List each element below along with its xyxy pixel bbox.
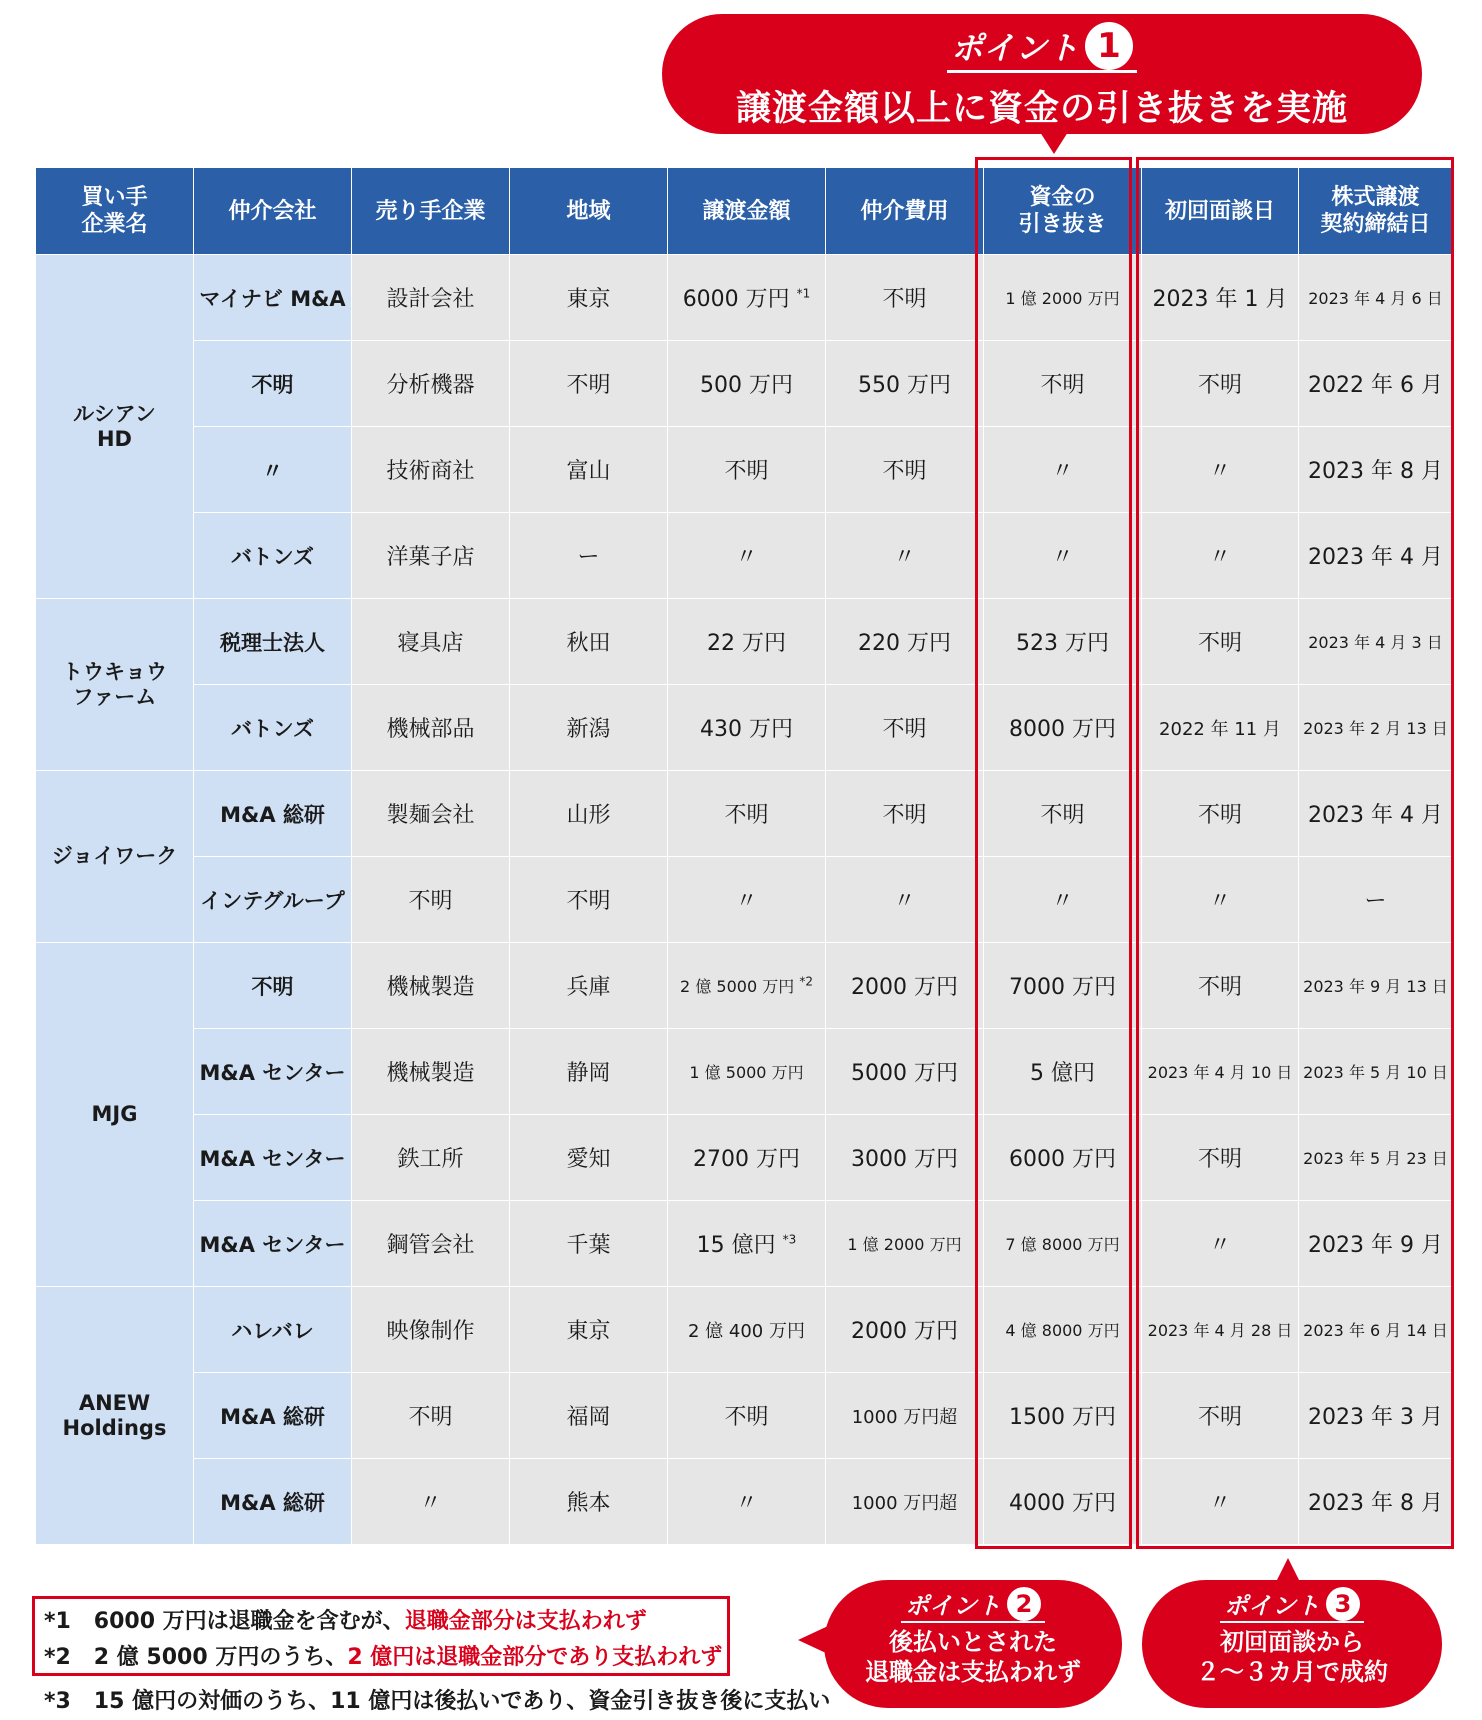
- cell-region: 新潟: [510, 685, 668, 771]
- buyer-mjg: MJG: [36, 943, 194, 1287]
- point-3-line-1: 初回面談から: [1220, 1628, 1364, 1656]
- cell-first-meeting: 〃: [1142, 1459, 1299, 1545]
- cell-withdrawn: 7 億 8000 万円: [984, 1201, 1142, 1287]
- cell-withdrawn: 6000 万円: [984, 1115, 1142, 1201]
- buyer-joywork: ジョイワーク: [36, 771, 194, 943]
- cell-first-meeting: 〃: [1142, 1201, 1299, 1287]
- cell-broker: M&A 総研: [194, 1459, 352, 1545]
- cell-seller: 不明: [352, 1373, 510, 1459]
- buyer-tokyo-farm: トウキョウ ファーム: [36, 599, 194, 771]
- cell-contract-date: 2023 年 5 月 23 日: [1299, 1115, 1453, 1201]
- header-contract-date: 株式譲渡 契約締結日: [1299, 168, 1453, 255]
- cell-broker: インテグループ: [194, 857, 352, 943]
- cell-withdrawn: 1 億 2000 万円: [984, 255, 1142, 341]
- cell-broker: M&A センター: [194, 1115, 352, 1201]
- cell-amount: 1 億 5000 万円: [668, 1029, 826, 1115]
- cell-contract-date: 2023 年 4 月 3 日: [1299, 599, 1453, 685]
- cell-amount: 500 万円: [668, 341, 826, 427]
- cell-seller: 機械製造: [352, 943, 510, 1029]
- point-1-number-badge: 1: [1085, 22, 1133, 70]
- table-row: [36, 1029, 1453, 1115]
- cell-contract-date: 2023 年 9 月 13 日: [1299, 943, 1453, 1029]
- cell-withdrawn: 不明: [984, 771, 1142, 857]
- cell-contract-date: 2023 年 9 月: [1299, 1201, 1453, 1287]
- cell-first-meeting: 2023 年 4 月 10 日: [1142, 1029, 1299, 1115]
- cell-seller: 映像制作: [352, 1287, 510, 1373]
- cell-withdrawn: 1500 万円: [984, 1373, 1142, 1459]
- header-first-meeting: 初回面談日: [1142, 168, 1299, 255]
- table-row: [36, 427, 1453, 513]
- cell-fee: 2000 万円: [826, 1287, 984, 1373]
- cell-seller: 鉄工所: [352, 1115, 510, 1201]
- cell-region: 東京: [510, 255, 668, 341]
- cell-seller: 機械製造: [352, 1029, 510, 1115]
- cell-fee: 3000 万円: [826, 1115, 984, 1201]
- cell-broker: M&A 総研: [194, 1373, 352, 1459]
- footnote-2: *2 2 億 5000 万円のうち、2 億円は退職金部分であり支払われず: [44, 1645, 723, 1670]
- cell-withdrawn: 7000 万円: [984, 943, 1142, 1029]
- cell-withdrawn: 〃: [984, 513, 1142, 599]
- cell-region: 富山: [510, 427, 668, 513]
- cell-region: 福岡: [510, 1373, 668, 1459]
- callout-point-1: [662, 14, 1422, 134]
- cell-amount: 6000 万円 $^{*1}$: [668, 255, 826, 341]
- cell-region: 兵庫: [510, 943, 668, 1029]
- cell-fee: 1 億 2000 万円: [826, 1201, 984, 1287]
- table-row: [36, 255, 1453, 341]
- footnote-1: *1 6000 万円は退職金を含むが、退職金部分は支払われず: [44, 1609, 647, 1634]
- cell-fee: 1000 万円超: [826, 1373, 984, 1459]
- header-funds-withdrawn: 資金の 引き抜き: [984, 168, 1142, 255]
- table-row: [36, 1201, 1453, 1287]
- header-transfer-amount: 譲渡金額: [668, 168, 826, 255]
- table-row: [36, 1373, 1453, 1459]
- callout-1-pointer: [1040, 132, 1068, 154]
- table-row: [36, 771, 1453, 857]
- cell-amount: 15 億円 $^{*3}$: [668, 1201, 826, 1287]
- table-row: [36, 685, 1453, 771]
- cell-fee: 〃: [826, 513, 984, 599]
- cell-withdrawn: 4 億 8000 万円: [984, 1287, 1142, 1373]
- cell-broker: バトンズ: [194, 513, 352, 599]
- cell-first-meeting: 〃: [1142, 857, 1299, 943]
- header-region: 地域: [510, 168, 668, 255]
- cell-amount: 22 万円: [668, 599, 826, 685]
- cell-broker: マイナビ M&A: [194, 255, 352, 341]
- cell-fee: 1000 万円超: [826, 1459, 984, 1545]
- table-header-row: [36, 168, 1453, 255]
- header-seller: 売り手企業: [352, 168, 510, 255]
- cell-withdrawn: 8000 万円: [984, 685, 1142, 771]
- cell-seller: 不明: [352, 857, 510, 943]
- cell-contract-date: 2023 年 3 月: [1299, 1373, 1453, 1459]
- cell-fee: 550 万円: [826, 341, 984, 427]
- point-3-line-2: ２～３カ月で成約: [1196, 1658, 1388, 1686]
- callout-point-3: [1142, 1580, 1442, 1708]
- cell-seller: 寝具店: [352, 599, 510, 685]
- point-1-text: 譲渡金額以上に資金の引き抜きを実施: [735, 89, 1348, 129]
- cell-seller: 鋼管会社: [352, 1201, 510, 1287]
- cell-amount: 2700 万円: [668, 1115, 826, 1201]
- cell-region: 熊本: [510, 1459, 668, 1545]
- cell-seller: 設計会社: [352, 255, 510, 341]
- cell-broker: M&A 総研: [194, 771, 352, 857]
- table-row: [36, 599, 1453, 685]
- cell-seller: 技術商社: [352, 427, 510, 513]
- cell-seller: 製麺会社: [352, 771, 510, 857]
- cell-region: 不明: [510, 341, 668, 427]
- cell-broker: 不明: [194, 943, 352, 1029]
- cell-amount: 不明: [668, 771, 826, 857]
- cell-fee: 不明: [826, 771, 984, 857]
- cell-broker: M&A センター: [194, 1201, 352, 1287]
- cell-contract-date: 2022 年 6 月: [1299, 341, 1453, 427]
- acquisition-table: [35, 167, 1453, 1545]
- header-buyer: 買い手 企業名: [36, 168, 194, 255]
- point-1-label: ポイント 1: [947, 22, 1137, 73]
- footnote-3: *3 15 億円の対価のうち、11 億円は後払いであり、資金引き抜き後に支払い: [44, 1689, 831, 1714]
- cell-contract-date: 2023 年 2 月 13 日: [1299, 685, 1453, 771]
- cell-first-meeting: 不明: [1142, 771, 1299, 857]
- table-row: [36, 513, 1453, 599]
- callout-3-pointer: [1276, 1558, 1300, 1582]
- point-2-label: ポイント 2: [901, 1586, 1045, 1623]
- cell-fee: 〃: [826, 857, 984, 943]
- cell-withdrawn: 523 万円: [984, 599, 1142, 685]
- header-brokerage-fee: 仲介費用: [826, 168, 984, 255]
- cell-broker: バトンズ: [194, 685, 352, 771]
- cell-amount: 不明: [668, 1373, 826, 1459]
- cell-broker: M&A センター: [194, 1029, 352, 1115]
- cell-amount: 2 億 5000 万円 $^{*2}$: [668, 943, 826, 1029]
- cell-contract-date: ー: [1299, 857, 1453, 943]
- buyer-lucian-hd: ルシアン HD: [36, 255, 194, 599]
- cell-withdrawn: 不明: [984, 341, 1142, 427]
- cell-broker: ハレバレ: [194, 1287, 352, 1373]
- cell-region: 静岡: [510, 1029, 668, 1115]
- cell-seller: 〃: [352, 1459, 510, 1545]
- cell-fee: 不明: [826, 255, 984, 341]
- cell-fee: 220 万円: [826, 599, 984, 685]
- cell-broker: 不明: [194, 341, 352, 427]
- table-row: [36, 341, 1453, 427]
- cell-contract-date: 2023 年 4 月: [1299, 513, 1453, 599]
- cell-fee: 2000 万円: [826, 943, 984, 1029]
- cell-first-meeting: 不明: [1142, 1115, 1299, 1201]
- cell-first-meeting: 不明: [1142, 943, 1299, 1029]
- cell-amount: 不明: [668, 427, 826, 513]
- cell-region: 秋田: [510, 599, 668, 685]
- cell-amount: 〃: [668, 513, 826, 599]
- footnote-mark: *3: [782, 1232, 797, 1247]
- cell-amount: 430 万円: [668, 685, 826, 771]
- cell-first-meeting: 〃: [1142, 513, 1299, 599]
- header-broker: 仲介会社: [194, 168, 352, 255]
- cell-first-meeting: 2022 年 11 月: [1142, 685, 1299, 771]
- cell-first-meeting: 不明: [1142, 341, 1299, 427]
- table-row: [36, 1459, 1453, 1545]
- cell-region: 不明: [510, 857, 668, 943]
- cell-amount: 2 億 400 万円: [668, 1287, 826, 1373]
- cell-region: 山形: [510, 771, 668, 857]
- point-2-number-badge: 2: [1007, 1587, 1041, 1621]
- cell-contract-date: 2023 年 4 月 6 日: [1299, 255, 1453, 341]
- cell-amount: 〃: [668, 1459, 826, 1545]
- cell-fee: 不明: [826, 685, 984, 771]
- cell-broker: 〃: [194, 427, 352, 513]
- cell-region: 東京: [510, 1287, 668, 1373]
- cell-contract-date: 2023 年 5 月 10 日: [1299, 1029, 1453, 1115]
- cell-fee: 不明: [826, 427, 984, 513]
- buyer-anew-holdings: ANEW Holdings: [36, 1287, 194, 1545]
- cell-first-meeting: 不明: [1142, 1373, 1299, 1459]
- cell-region: 千葉: [510, 1201, 668, 1287]
- cell-region: 愛知: [510, 1115, 668, 1201]
- cell-contract-date: 2023 年 6 月 14 日: [1299, 1287, 1453, 1373]
- cell-region: ー: [510, 513, 668, 599]
- cell-seller: 洋菓子店: [352, 513, 510, 599]
- cell-contract-date: 2023 年 4 月: [1299, 771, 1453, 857]
- cell-contract-date: 2023 年 8 月: [1299, 1459, 1453, 1545]
- footnote-mark: *2: [799, 974, 813, 989]
- cell-withdrawn: 〃: [984, 857, 1142, 943]
- cell-contract-date: 2023 年 8 月: [1299, 427, 1453, 513]
- table-row: [36, 1115, 1453, 1201]
- callout-point-2: [824, 1580, 1122, 1708]
- cell-withdrawn: 〃: [984, 427, 1142, 513]
- cell-seller: 分析機器: [352, 341, 510, 427]
- cell-first-meeting: 不明: [1142, 599, 1299, 685]
- table-row: [36, 1287, 1453, 1373]
- cell-first-meeting: 2023 年 4 月 28 日: [1142, 1287, 1299, 1373]
- footnote-mark: *1: [796, 286, 811, 301]
- cell-amount: 〃: [668, 857, 826, 943]
- point-3-number-badge: 3: [1326, 1587, 1360, 1621]
- cell-withdrawn: 4000 万円: [984, 1459, 1142, 1545]
- cell-fee: 5000 万円: [826, 1029, 984, 1115]
- cell-first-meeting: 〃: [1142, 427, 1299, 513]
- point-2-line-1: 後払いとされた: [889, 1628, 1057, 1656]
- cell-first-meeting: 2023 年 1 月: [1142, 255, 1299, 341]
- point-3-label: ポイント 3: [1220, 1586, 1364, 1623]
- cell-broker: 税理士法人: [194, 599, 352, 685]
- table-row: [36, 857, 1453, 943]
- table-row: [36, 943, 1453, 1029]
- cell-withdrawn: 5 億円: [984, 1029, 1142, 1115]
- point-2-line-2: 退職金は支払われず: [865, 1658, 1081, 1686]
- cell-seller: 機械部品: [352, 685, 510, 771]
